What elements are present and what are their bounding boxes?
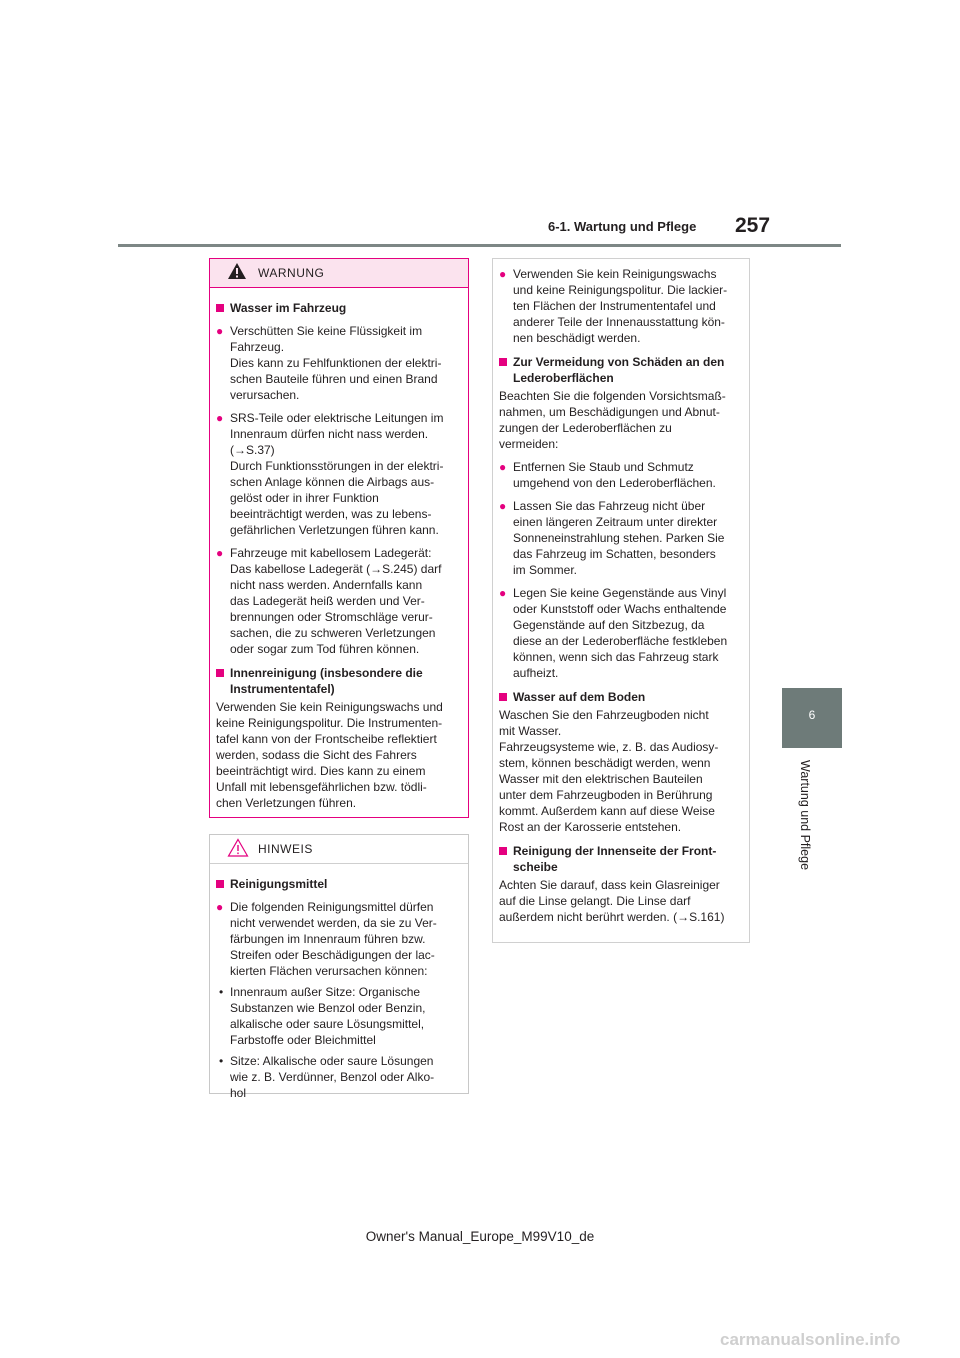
item-text: Sitze: Alkalische oder saure Lösungen wie z. B. Verdünner, Benzol oder Alko- hol bbox=[230, 1054, 435, 1100]
chapter-tab-title: Wartung und Pflege bbox=[798, 760, 812, 871]
note-label: HINWEIS bbox=[258, 842, 313, 856]
dot-bullet-icon: • bbox=[219, 1054, 224, 1068]
note-body bbox=[210, 864, 468, 1101]
note-subhead-cleaners bbox=[216, 876, 462, 892]
section-title: 6-1. Wartung und Pflege bbox=[548, 219, 697, 234]
item-text: Verschütten Sie keine Flüssigkeit im Fahrzeug. Dies kann zu Fehlfunktionen der elektri- schen Bauteile führen und einen Brand verursachen. bbox=[230, 324, 442, 402]
item-text: Die folgenden Reinigungsmittel dürfen nicht verwendet werden, da sie zu Ver- färbungen im Innenraum führen bzw. Streifen oder Beschädigungen der lac- kierten Flächen verursachen können: bbox=[230, 900, 437, 978]
list-item bbox=[499, 498, 743, 578]
item-text: Innenraum außer Sitze: Organische Substanzen wie Benzol oder Benzin, alkalische oder saure Lösungsmittel, Farbstoffe oder Bleichmittel bbox=[230, 985, 426, 1047]
item-text: Lassen Sie das Fahrzeug nicht über einen längeren Zeitraum unter direkter Sonneneinstrahlung stehen. Parken Sie das Fahrzeug im Schatten, besonders im Sommer. bbox=[513, 499, 725, 577]
circle-bullet-icon: ● bbox=[216, 411, 224, 425]
chapter-tab bbox=[782, 688, 842, 748]
subhead-text: Reinigungsmittel bbox=[230, 877, 328, 891]
page-number: 257 bbox=[735, 214, 771, 237]
list-item bbox=[216, 410, 462, 538]
chapter-tab-number: 6 bbox=[808, 708, 816, 722]
caution-triangle-icon bbox=[227, 838, 249, 860]
circle-bullet-icon: ● bbox=[499, 499, 507, 513]
warning-header bbox=[210, 259, 468, 288]
paragraph: Achten Sie darauf, dass kein Glasreiniger auf die Linse gelangt. Die Linse darf außerdem nicht berührt werden. (→S.161) bbox=[499, 878, 725, 924]
paragraph: Waschen Sie den Fahrzeugboden nicht mit Wasser. Fahrzeugsysteme wie, z. B. das Audiosy- stem, können beschädigt werden, wenn Wasser mit den elektrischen Bauteilen unter dem Fahrzeugboden in Berührung kommt. Außerdem kann auf diese Weise Rost an der Karosserie entstehen. bbox=[499, 708, 719, 834]
header-rule bbox=[118, 244, 841, 247]
note-box bbox=[209, 834, 469, 1100]
warning-subhead-interior bbox=[216, 665, 462, 697]
item-text: Legen Sie keine Gegenstände aus Vinyl oder Kunststoff oder Wachs enthaltende Gegenstände auf den Sitzbezug, da diese an der Lederoberfläche festkleben können, wenn sich das Fahrzeug stark aufheizt. bbox=[513, 586, 728, 680]
subhead-text: Innenreinigung (insbesondere die Instrumententafel) bbox=[230, 666, 423, 696]
item-text: Verwenden Sie kein Reinigungswachs und keine Reinigungspolitur. Die lackier- ten Flächen der Instrumententafel und anderer Teile der Innenausstattung kön- nen beschädigt werden. bbox=[513, 267, 728, 345]
subhead-text: Wasser im Fahrzeug bbox=[230, 301, 347, 315]
warning-box bbox=[209, 258, 469, 818]
item-text: SRS-Teile oder elektrische Leitungen im Innenraum dürfen nicht nass werden. (→S.37) Durch Funktionsstörungen in der elektri- schen Anlage können die Airbags aus- gelöst oder in ihrer Funktion beeinträchtigt werden, was zu lebens- gefährlichen Verletzungen führen kann. bbox=[230, 411, 444, 537]
circle-bullet-icon: ● bbox=[216, 324, 224, 338]
subhead-floor-water bbox=[499, 689, 743, 705]
item-text: Entfernen Sie Staub und Schmutz umgehend von den Lederoberflächen. bbox=[513, 460, 716, 490]
square-bullet-icon bbox=[216, 304, 224, 312]
footer-text: Owner's Manual_Europe_M99V10_de bbox=[365, 1229, 595, 1244]
subhead-windshield bbox=[499, 843, 743, 875]
square-bullet-icon bbox=[216, 669, 224, 677]
note-header bbox=[210, 835, 468, 864]
dash-item bbox=[216, 1053, 462, 1101]
subhead-text: Reinigung der Innenseite der Front- scheibe bbox=[513, 844, 717, 874]
list-item bbox=[499, 266, 743, 346]
watermark[interactable]: carmanualsonline.info bbox=[720, 1330, 901, 1349]
dot-bullet-icon: • bbox=[219, 985, 224, 999]
list-item bbox=[216, 323, 462, 403]
list-item bbox=[499, 459, 743, 491]
square-bullet-icon bbox=[499, 693, 507, 701]
circle-bullet-icon: ● bbox=[499, 586, 507, 600]
subhead-text: Zur Vermeidung von Schäden an den Lederoberflächen bbox=[513, 355, 725, 385]
warning-body bbox=[210, 288, 468, 811]
paragraph: Verwenden Sie kein Reinigungswachs und keine Reinigungspolitur. Die Instrumenten- tafel kann von der Frontscheibe reflektiert werden, sodass die Sicht des Fahrers beeinträchtigt wird. Dies kann zu einem Unfall mit lebensgefährlichen bzw. tödli- chen Verletzungen führen. bbox=[216, 700, 443, 810]
continuation-body bbox=[493, 259, 749, 925]
warning-label: WARNUNG bbox=[258, 266, 325, 280]
circle-bullet-icon: ● bbox=[499, 460, 507, 474]
circle-bullet-icon: ● bbox=[499, 267, 507, 281]
list-item bbox=[216, 545, 462, 657]
paragraph: Beachten Sie die folgenden Vorsichtsmaß- nahmen, um Beschädigungen und Abnut- zungen der Lederoberflächen zu vermeiden: bbox=[499, 389, 726, 451]
warning-triangle-icon bbox=[227, 262, 247, 283]
warning-subhead-water bbox=[216, 300, 462, 316]
square-bullet-icon bbox=[499, 847, 507, 855]
circle-bullet-icon: ● bbox=[216, 900, 224, 914]
subhead-leather bbox=[499, 354, 743, 386]
list-item bbox=[499, 585, 743, 681]
subhead-text: Wasser auf dem Boden bbox=[513, 690, 646, 704]
circle-bullet-icon: ● bbox=[216, 546, 224, 560]
square-bullet-icon bbox=[216, 880, 224, 888]
warning-continuation-box bbox=[492, 258, 750, 943]
item-text: Fahrzeuge mit kabellosem Ladegerät: Das kabellose Ladegerät (→S.245) darf nicht nass werden. Andernfalls kann das Ladegerät heiß werden und Ver- brennungen oder Stromschläge verur- sachen, die zu schweren Verletzungen oder sogar zum Tod führen können. bbox=[230, 546, 442, 656]
square-bullet-icon bbox=[499, 358, 507, 366]
dash-item bbox=[216, 984, 462, 1048]
list-item bbox=[216, 899, 462, 979]
